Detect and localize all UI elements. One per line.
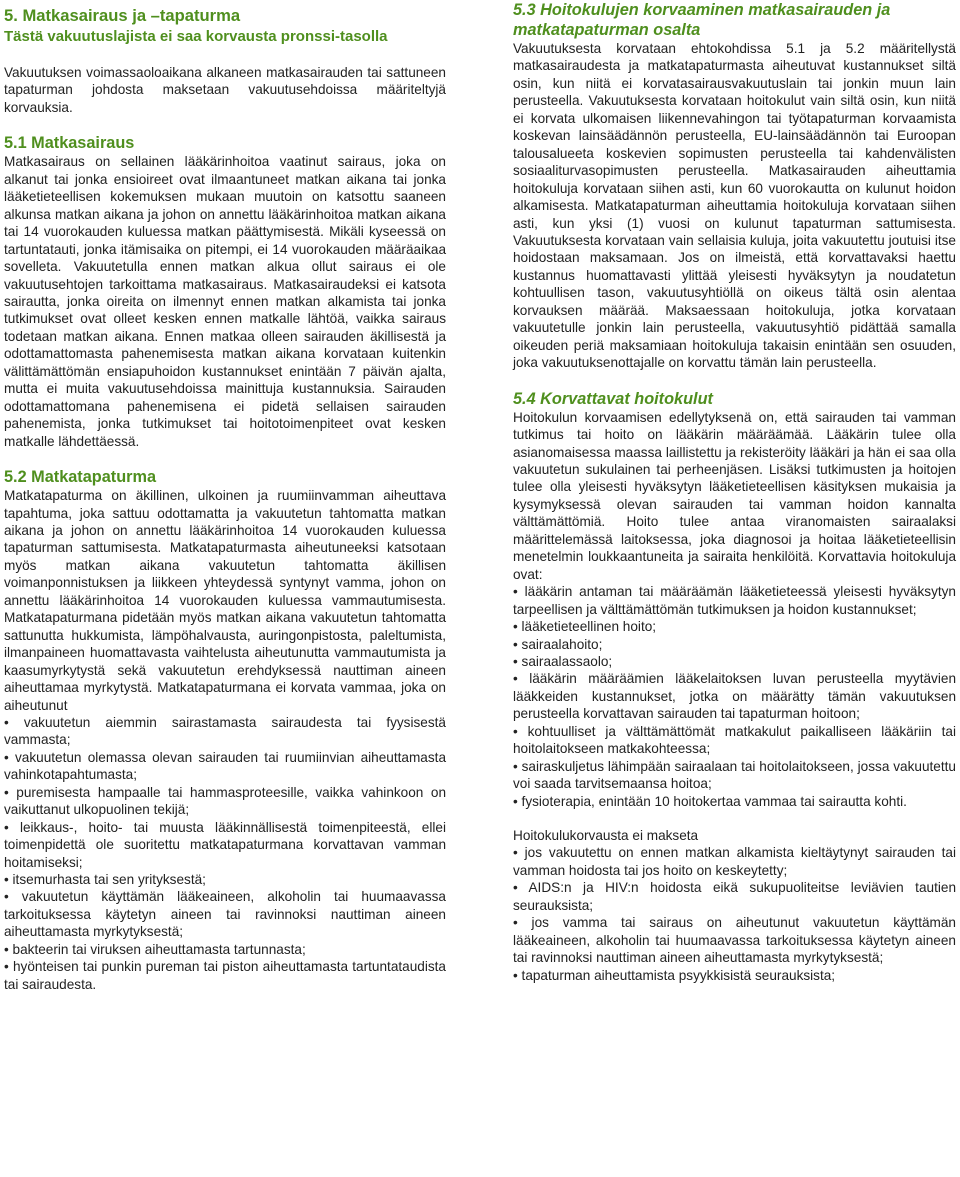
paragraph-5-4: Hoitokulun korvaamisen edellytyksenä on, että sairauden tai vamman tutkimus tai hoito on lääkärin määräämää. Lääkärin tulee olla asianomaisessa maassa laillistettu ja rekisteröity lääkäri ja hän ei saa olla vakuutetun sukulainen tai perheenjäsen. Lisäksi tutkimusten ja hoitojen tulee olla yleisesti hyväksytyn lääketieteellisen käsityksen mukaisia ja kysymyksessä olevan sairauden tai vamman hoidon kannalta välttämättömiä. Hoito tulee antaa viranomaisten sairaalaksi määrittelemässä laitoksessa, joka diagnosoi ja hoitaa lääketieteellisin menetelmin loukkaantuneita ja sairaita henkilöitä. Korvattavia hoitokuluja ovat: <box>513 409 956 582</box>
subsection-title-5-4: 5.4 Korvattavat hoitokulut <box>513 389 713 408</box>
paragraph-5-2: Matkatapaturma on äkillinen, ulkoinen ja ruumiinvamman aiheuttava tapahtuma, joka sattuu odottamatta ja vakuutetun tahtomatta matkan aikana ja johon on annettu lääkärinhoitoa 14 vuorokauden kuluessa tapaturman sattumisesta. Matkatapaturmasta aiheutuneeksi katsotaan myös matkan aikana vakuutetun tahtomatta äkillisen voimanponnistuksen ja liikkeen yhteydessä syntynyt vamma, johon on annettu lääkärinhoitoa 14 vuorokauden kuluessa vammautumisesta. Matkatapaturmana pidetään myös matkan aikana vakuutetun tahtomatta sattunutta hukkumista, lämpöhalvausta, auringonpistosta, paleltumista, ilmanpaineen huomattavasta vaihtelusta aiheutunutta vammautumista ja kaasumyrkytystä sekä vakuutetun erehdyksessä nauttiman aineen aiheuttamaa myrkytystä. Matkatapaturmana ei korvata vammaa, joka on aiheutunut <box>4 488 446 713</box>
bullet-item: • sairaalahoito; <box>513 636 603 652</box>
spacer <box>4 47 446 64</box>
bullet-item: • puremisesta hampaalle tai hammasproteesille, vaikka vahinkoon on vaikuttanut ulkopuolinen tekijä; <box>4 784 446 818</box>
bullet-item: • lääkärin määräämien lääkelaitoksen luvan perusteella myytävien lääkkeiden kustannukset, jotka on määrätty tämän vakuutuksen perusteella korvattavan sairauden tai tapaturman hoitoon; <box>513 671 956 722</box>
bullet-item: • lääketieteellinen hoito; <box>513 619 657 635</box>
right-column <box>513 0 956 984</box>
bullet-item: • tapaturman aiheuttamista psyykkisistä seurauksista; <box>513 967 836 983</box>
subsection-title-5-1: 5.1 Matkasairaus <box>4 134 135 153</box>
section-title: 5. Matkasairaus ja –tapaturma <box>4 6 241 25</box>
refusal-heading: Hoitokulukorvausta ei makseta <box>513 828 699 844</box>
paragraph-5-3: Vakuutuksesta korvataan ehtokohdissa 5.1 ja 5.2 määritellystä matkasairaudesta ja matkatapaturmasta aiheutuvat kustannukset siltä osin, kun niitä ei korvatasairausvakuutuslain tai jonkin muun lain perusteella. Vakuutuksesta korvataan hoitokulut vain siltä osin, kun niitä ei korvata ulkomaisen liikennevahingon tai työtapaturman korvaamista koskevan lainsäädännön perusteella, EU-lainsäädännön tai Euroopan talousalueeta koskevien sopimusten perusteella tai kahdenvälisten sosiaaliturvasopimusten perusteella. Matkasairauden aiheuttamia hoitokuluja korvataan siihen asti, kun 60 vuorokautta on kulunut hoidon alkamisesta. Matkatapaturman aiheuttamia hoitokuluja korvataan siihen asti, kun yksi (1) vuosi on kulunut tapaturman sattumisesta. Vakuutuksesta korvataan vain sellaisia kuluja, joita vakuutettu joutuisi itse hoidostaan maksamaan. Jos on ilmeistä, että korvattavaksi haettu kustannus huomattavasti ylittää yleisesti hyväksytyn ja noudatetun kohtuullisen tason, vakuutusyhtiöllä on oikeus tältä osin alentaa korvauksen määrää. Maksaessaan hoitokuluja, jotka korvataan vakuutetulle jonkin lain perusteella, vakuutusyhtiö pidättää samalla oikeuden periä maksamiaan hoitokuluja takaisin enintään sen osuuden, joka vakuutuksenottajalle on korvattu tämän lain perusteella. <box>513 41 956 371</box>
spacer <box>4 116 446 133</box>
subsection-title-5-3: 5.3 Hoitokulujen korvaaminen matkasairauden ja matkatapaturman osalta <box>513 1 891 39</box>
bullet-item: • kohtuulliset ja välttämättömät matkakulut paikalliseen lääkäriin tai hoitolaitokseen matkakohteessa; <box>513 723 956 757</box>
bullet-item: • sairaskuljetus lähimpään sairaalaan tai hoitolaitokseen, jossa vakuutettu voi saada tarvitsemaansa hoitoa; <box>513 758 956 792</box>
bullet-item: • lääkärin antaman tai määräämän lääketieteessä yleisesti hyväksytyn tarpeellisen ja välttämättömän tutkimuksen ja hoidon kustannukset; <box>513 584 956 617</box>
subsection-title-5-2: 5.2 Matkatapaturma <box>4 468 157 487</box>
bullet-item: • leikkaus-, hoito- tai muusta lääkinnällisestä toimenpiteestä, ellei toimenpidettä ole suoritettu matkatapaturmana korvattavan vamman hoitamiseksi; <box>4 819 446 870</box>
left-column <box>4 0 446 993</box>
bullet-item: • itsemurhasta tai sen yrityksestä; <box>4 872 206 888</box>
bullet-item: • AIDS:n ja HIV:n hoidosta eikä sukupuoliteitse leviävien tautien seurauksista; <box>513 880 956 913</box>
bullet-item: • vakuutetun aiemmin sairastamasta sairaudesta tai fyysisestä vammasta; <box>4 714 446 748</box>
bullet-item: • sairaalassaolo; <box>513 653 613 669</box>
bullet-item: • vakuutetun olemassa olevan sairauden tai ruumiinvian aiheuttamasta vahinkotapahtumasta; <box>4 749 446 783</box>
bullet-item: • vakuutetun käyttämän lääkeaineen, alkoholin tai huumaavassa tarkoituksessa käytetyn aineen tai ravinnoksi nauttiman aineen aiheuttamasta myrkytyksestä; <box>4 889 446 940</box>
section-heading <box>4 5 446 47</box>
bullet-item: • hyönteisen tai punkin pureman tai piston aiheuttamasta tartuntataudista tai sairaudesta. <box>4 959 446 992</box>
paragraph-5-1: Matkasairaus on sellainen lääkärinhoitoa vaatinut sairaus, joka on alkanut tai jonka ensioireet ovat ilmaantuneet matkan aikana tai jonka lääketieteellisen kokemuksen mukaan muutoin on katsottu saaneen alkunsa matkan aikana ja johon on annettu lääkärinhoitoa matkan aikana tai 14 vuorokauden kuluessa matkan päättymisestä. Mikäli kyseessä on tartuntatauti, jonka itämisaika on pitempi, ei 14 vuorokauden määräaikaa sovelleta. Vakuutetulla ennen matkan alkua ollut sairaus ei ole vakuutusehtojen tarkoittama matkasairaus. Matkasairaudeksi ei katsota sairautta, jonka oireita on ilmennyt ennen matkan alkamista tai jonka tutkimukset ovat olleet kesken ennen matkalle lähtöä, vaikka sairaus todetaan matkan aikana. Ennen matkaa olleen sairauden äkillisestä ja odottamattomasta pahenemisesta matkan aikana korvataan kuitenkin välittämättömän ensiapuhoidon kustannukset enintään 7 päivän ajalta, mutta ei muita vakuutusehdoissa mainittuja kustannuksia. Sairauden odottamattomana pahenemisena ei pidetä sellaisen sairauden pahenemista, jonka tutkimukset tai hoitotoimenpiteet ovat kesken matkalle lähdettäessä. <box>4 154 446 449</box>
bullet-item: • jos vamma tai sairaus on aiheutunut vakuutetun käyttämän lääkeaineen, alkoholin tai huumaavassa tarkoituksessa käytetyn aineen tai ravinnoksi nauttiman aineen aiheuttamasta myrkytyksestä; <box>513 915 956 966</box>
spacer <box>513 372 956 389</box>
bullet-item: • jos vakuutettu on ennen matkan alkamista kieltäytynyt sairauden tai vamman hoidosta tai jos hoito on keskeytetty; <box>513 845 956 878</box>
bullet-item: • fysioterapia, enintään 10 hoitokertaa vammaa tai sairautta kohti. <box>513 793 907 809</box>
section-subtitle: Tästä vakuutuslajista ei saa korvausta pronssi-tasolla <box>4 28 388 45</box>
spacer <box>4 450 446 467</box>
bullet-item: • bakteerin tai viruksen aiheuttamasta tartunnasta; <box>4 941 306 957</box>
spacer <box>513 810 956 827</box>
intro-paragraph: Vakuutuksen voimassaoloaikana alkaneen matkasairauden tai sattuneen tapaturman johdosta maksetaan vakuutusehdoissa määriteltyjä korvauksia. <box>4 65 446 115</box>
